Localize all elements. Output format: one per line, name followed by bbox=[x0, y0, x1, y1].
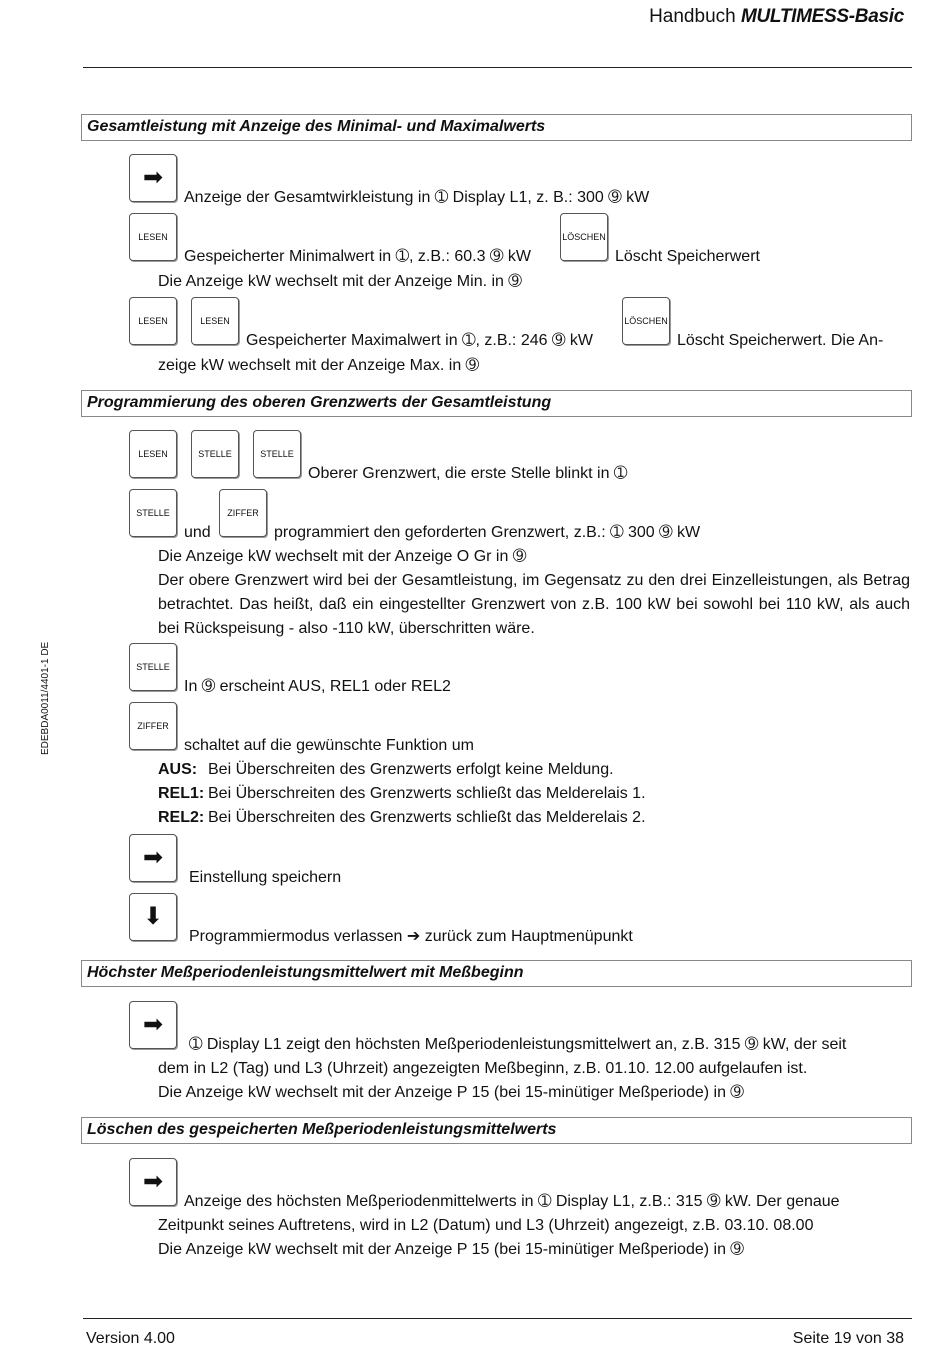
lesen-key-icon: LESEN bbox=[191, 297, 239, 345]
section-title-limit: Programmierung des oberen Grenzwerts der Gesamtleistung bbox=[81, 390, 912, 417]
lesen-key-icon: LESEN bbox=[129, 213, 177, 261]
text-line: Die Anzeige kW wechselt mit der Anzeige O Gr in ➈ bbox=[158, 548, 527, 565]
text-line: Löscht Speicherwert bbox=[615, 248, 760, 265]
text-line: Gespeicherter Maximalwert in ➀, z.B.: 246 ➈ kW bbox=[246, 332, 593, 349]
footer-version: Version 4.00 bbox=[86, 1330, 175, 1347]
footer-rule bbox=[83, 1318, 912, 1319]
loeschen-key-icon: LÖSCHEN bbox=[560, 213, 608, 261]
option-desc: Bei Überschreiten des Grenzwerts schließt das Melderelais 1. bbox=[208, 785, 646, 802]
page-header bbox=[649, 6, 904, 28]
lesen-key-icon: LESEN bbox=[129, 430, 177, 478]
section-title-min-max: Gesamtleistung mit Anzeige des Minimal- und Maximalwerts bbox=[81, 114, 912, 141]
text-line: Die Anzeige kW wechselt mit der Anzeige P 15 (bei 15-minütiger Meßperiode) in ➈ bbox=[158, 1241, 744, 1258]
text-line: schaltet auf die gewünschte Funktion um bbox=[184, 737, 474, 754]
header-rule bbox=[83, 67, 912, 68]
stelle-key-icon: STELLE bbox=[129, 489, 177, 537]
text-line: programmiert den geforderten Grenzwert, z.B.: ➀ 300 ➈ kW bbox=[274, 524, 701, 541]
arrow-right-key-icon: ➡ bbox=[129, 154, 177, 202]
section-title-highest-mean: Höchster Meßperiodenleistungsmittelwert mit Meßbeginn bbox=[81, 960, 912, 987]
stelle-key-icon: STELLE bbox=[191, 430, 239, 478]
arrow-down-key-icon: ⬇ bbox=[129, 893, 177, 941]
header-title: Handbuch bbox=[649, 6, 736, 27]
lesen-key-icon: LESEN bbox=[129, 297, 177, 345]
text-line: In ➈ erscheint AUS, REL1 oder REL2 bbox=[184, 678, 451, 695]
text-line: Die Anzeige kW wechselt mit der Anzeige P 15 (bei 15-minütiger Meßperiode) in ➈ bbox=[158, 1084, 744, 1101]
section-title-delete-mean: Löschen des gespeicherten Meßperiodenleistungsmittelwerts bbox=[81, 1117, 912, 1144]
option-key: REL2: bbox=[158, 809, 205, 826]
text-line: zeige kW wechselt mit der Anzeige Max. in ➈ bbox=[158, 357, 480, 374]
text-line: Anzeige des höchsten Meßperiodenmittelwerts in ➀ Display L1, z.B.: 315 ➈ kW. Der genaue bbox=[184, 1193, 840, 1210]
arrow-right-key-icon: ➡ bbox=[129, 834, 177, 882]
ziffer-key-icon: ZIFFER bbox=[219, 489, 267, 537]
text-line: Einstellung speichern bbox=[189, 869, 342, 886]
text-line: Programmiermodus verlassen ➔ zurück zum Hauptmenüpunkt bbox=[189, 928, 633, 945]
text-line: und bbox=[184, 524, 211, 541]
text-line: Löscht Speicherwert. Die An- bbox=[677, 332, 884, 349]
text-line: Die Anzeige kW wechselt mit der Anzeige Min. in ➈ bbox=[158, 273, 522, 290]
header-brand: MULTIMESS-Basic bbox=[740, 6, 904, 27]
arrow-right-key-icon: ➡ bbox=[129, 1001, 177, 1049]
footer-page-number: Seite 19 von 38 bbox=[792, 1330, 904, 1347]
stelle-key-icon: STELLE bbox=[253, 430, 301, 478]
option-key: REL1: bbox=[158, 785, 205, 802]
text-line: Oberer Grenzwert, die erste Stelle blinkt in ➀ bbox=[308, 465, 628, 482]
paragraph: Der obere Grenzwert wird bei der Gesamtleistung, im Gegensatz zu den drei Einzelleistungen, als Betrag betrachtet. Das heißt, daß ein eingestellter Grenzwert von z.B. 100 kW bei sowohl bei 110 kW, als auch bei Rückspeisung - also -110 kW, überschritten wäre. bbox=[158, 572, 910, 637]
text-line: dem in L2 (Tag) und L3 (Uhrzeit) angezeigten Meßbeginn, z.B. 01.10. 12.00 aufgelaufen ist. bbox=[158, 1060, 808, 1077]
text-line: Gespeicherter Minimalwert in ➀, z.B.: 60.3 ➈ kW bbox=[184, 248, 531, 265]
document-id: EDEBDA0011/4401-1 DE bbox=[40, 641, 51, 755]
text-line: Zeitpunkt seines Auftretens, wird in L2 (Datum) und L3 (Uhrzeit) angezeigt, z.B. 03.10. 08.00 bbox=[158, 1217, 814, 1234]
loeschen-key-icon: LÖSCHEN bbox=[622, 297, 670, 345]
arrow-right-key-icon: ➡ bbox=[129, 1158, 177, 1206]
ziffer-key-icon: ZIFFER bbox=[129, 702, 177, 750]
stelle-key-icon: STELLE bbox=[129, 643, 177, 691]
text-line: ➀ Display L1 zeigt den höchsten Meßperiodenleistungsmittelwert an, z.B. 315 ➈ kW, der seit bbox=[189, 1036, 847, 1053]
option-desc: Bei Überschreiten des Grenzwerts erfolgt keine Meldung. bbox=[208, 761, 614, 778]
option-key: AUS: bbox=[158, 761, 198, 778]
option-desc: Bei Überschreiten des Grenzwerts schließt das Melderelais 2. bbox=[208, 809, 646, 826]
text-line: Anzeige der Gesamtwirkleistung in ➀ Display L1, z. B.: 300 ➈ kW bbox=[184, 189, 650, 206]
